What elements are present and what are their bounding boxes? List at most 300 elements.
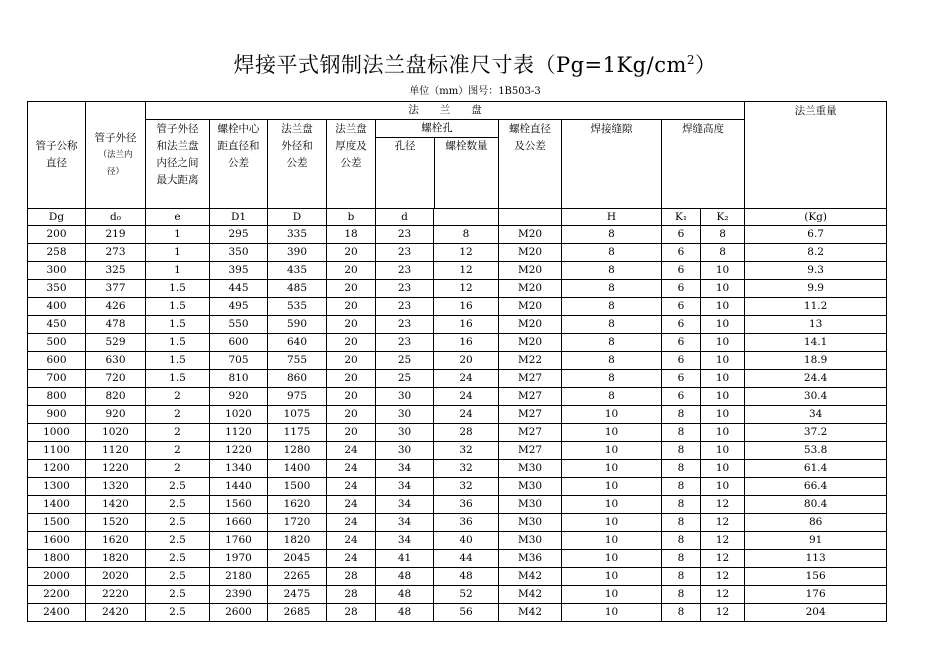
header-weight: 法兰重量	[745, 102, 887, 209]
symbol-cell: Dg	[28, 209, 86, 226]
table-cell: 1	[146, 226, 210, 244]
table-cell: 1.5	[146, 298, 210, 316]
table-cell: 1600	[28, 532, 86, 550]
table-cell: 12	[701, 496, 745, 514]
table-header	[28, 102, 887, 226]
table-cell: 1175	[268, 424, 327, 442]
table-cell: 8	[701, 226, 745, 244]
table-cell: 30	[376, 442, 434, 460]
table-cell: 48	[376, 586, 434, 604]
table-cell: 30	[376, 424, 434, 442]
table-cell: 900	[28, 406, 86, 424]
table-row	[28, 568, 887, 586]
header-bolt-count: 螺栓数量	[445, 140, 488, 152]
table-cell: 10	[562, 568, 662, 586]
table-cell: 2.5	[146, 604, 210, 622]
table-cell: 6	[662, 244, 701, 262]
table-cell: 435	[268, 262, 327, 280]
table-cell: 13	[745, 316, 887, 334]
table-cell: 8	[562, 388, 662, 406]
flange-spec-table	[27, 101, 887, 622]
table-cell: 2265	[268, 568, 327, 586]
table-cell: 820	[86, 388, 146, 406]
table-cell: M20	[499, 262, 562, 280]
table-cell: 8	[562, 334, 662, 352]
table-cell: M30	[499, 514, 562, 532]
table-row	[28, 262, 887, 280]
table-cell: 12	[434, 262, 499, 280]
table-cell: 86	[745, 514, 887, 532]
table-cell: 28	[327, 568, 376, 586]
table-cell: 2600	[210, 604, 268, 622]
table-cell: 28	[327, 586, 376, 604]
page-subtitle: 单位（mm）图号：1B503-3	[409, 86, 541, 97]
table-cell: 41	[376, 550, 434, 568]
symbol-cell: H	[562, 209, 662, 226]
table-cell: M36	[499, 550, 562, 568]
table-cell: 12	[701, 586, 745, 604]
table-cell: 8	[662, 460, 701, 478]
table-cell: 34	[376, 532, 434, 550]
table-cell: 810	[210, 370, 268, 388]
table-cell: 705	[210, 352, 268, 370]
table-cell: 1	[146, 244, 210, 262]
table-cell: 350	[28, 280, 86, 298]
table-cell: 10	[701, 478, 745, 496]
table-cell: 2	[146, 424, 210, 442]
table-cell: 1760	[210, 532, 268, 550]
table-cell: 20	[327, 298, 376, 316]
table-cell: 2390	[210, 586, 268, 604]
header-bolt-size: 螺栓直径 及公差	[499, 120, 562, 209]
header-b: 法兰盘 厚度及 公差	[327, 120, 376, 209]
table-cell: 44	[434, 550, 499, 568]
table-row	[28, 334, 887, 352]
table-cell: 550	[210, 316, 268, 334]
header-weld-height: 焊缝高度	[662, 120, 745, 209]
table-cell: 113	[745, 550, 887, 568]
table-cell: 10	[562, 514, 662, 532]
table-cell: 630	[86, 352, 146, 370]
table-cell: 12	[701, 604, 745, 622]
table-cell: 23	[376, 262, 434, 280]
table-cell: 377	[86, 280, 146, 298]
symbol-cell: d	[376, 209, 434, 226]
table-cell: 1440	[210, 478, 268, 496]
table-cell: 1500	[28, 514, 86, 532]
table-cell: 1100	[28, 442, 86, 460]
table-cell: 500	[28, 334, 86, 352]
symbol-cell	[434, 209, 499, 226]
table-cell: 8	[662, 478, 701, 496]
table-cell: 14.1	[745, 334, 887, 352]
table-cell: 390	[268, 244, 327, 262]
table-cell: 2.5	[146, 568, 210, 586]
table-cell: 1400	[268, 460, 327, 478]
table-cell: M20	[499, 334, 562, 352]
table-cell: 10	[701, 334, 745, 352]
table-cell: 8	[562, 262, 662, 280]
table-cell: 1000	[28, 424, 86, 442]
table-cell: 20	[327, 316, 376, 334]
table-cell: 700	[28, 370, 86, 388]
table-row	[28, 496, 887, 514]
table-cell: 6	[662, 370, 701, 388]
table-cell: 1620	[268, 496, 327, 514]
table-cell: 16	[434, 316, 499, 334]
table-cell: 1.5	[146, 352, 210, 370]
table-row	[28, 298, 887, 316]
table-cell: 2.5	[146, 586, 210, 604]
table-cell: 18.9	[745, 352, 887, 370]
table-cell: 10	[701, 424, 745, 442]
table-cell: 80.4	[745, 496, 887, 514]
table-cell: 6	[662, 334, 701, 352]
table-cell: 34	[376, 460, 434, 478]
header-flange-group: 法 兰 盘	[146, 102, 745, 120]
table-cell: 975	[268, 388, 327, 406]
table-cell: 6.7	[745, 226, 887, 244]
table-cell: 34	[376, 478, 434, 496]
table-cell: 8	[434, 226, 499, 244]
table-cell: 10	[701, 262, 745, 280]
table-cell: 10	[562, 604, 662, 622]
table-cell: 258	[28, 244, 86, 262]
table-row	[28, 388, 887, 406]
table-cell: M30	[499, 460, 562, 478]
table-cell: 30	[376, 388, 434, 406]
symbol-cell: e	[146, 209, 210, 226]
table-cell: 8	[662, 550, 701, 568]
table-cell: 20	[327, 352, 376, 370]
table-cell: 800	[28, 388, 86, 406]
table-row	[28, 478, 887, 496]
table-cell: 426	[86, 298, 146, 316]
table-cell: M30	[499, 496, 562, 514]
table-cell: 1340	[210, 460, 268, 478]
table-cell: 1620	[86, 532, 146, 550]
table-cell: 1280	[268, 442, 327, 460]
table-cell: 2180	[210, 568, 268, 586]
table-cell: 2.5	[146, 496, 210, 514]
table-cell: 10	[562, 442, 662, 460]
table-cell: 920	[210, 388, 268, 406]
table-cell: 6	[662, 352, 701, 370]
table-row	[28, 604, 887, 622]
table-cell: 2	[146, 388, 210, 406]
table-cell: 20	[327, 370, 376, 388]
table-cell: 30.4	[745, 388, 887, 406]
table-row	[28, 460, 887, 478]
table-row	[28, 532, 887, 550]
table-cell: 1020	[86, 424, 146, 442]
table-cell: 23	[376, 280, 434, 298]
table-cell: 6	[662, 280, 701, 298]
table-cell: 36	[434, 496, 499, 514]
table-cell: 529	[86, 334, 146, 352]
table-cell: 8	[562, 370, 662, 388]
table-cell: 6	[662, 262, 701, 280]
table-cell: 2.5	[146, 514, 210, 532]
table-cell: 28	[434, 424, 499, 442]
table-cell: 37.2	[745, 424, 887, 442]
table-cell: 1120	[210, 424, 268, 442]
table-cell: M20	[499, 316, 562, 334]
table-cell: 10	[562, 550, 662, 568]
table-cell: 1.5	[146, 280, 210, 298]
table-cell: 20	[327, 388, 376, 406]
table-cell: 8	[562, 280, 662, 298]
symbol-row	[28, 209, 887, 226]
table-cell: 8	[562, 226, 662, 244]
table-cell: 10	[701, 406, 745, 424]
table-cell: 300	[28, 262, 86, 280]
table-cell: 23	[376, 334, 434, 352]
table-cell: 8	[662, 406, 701, 424]
table-cell: 1220	[210, 442, 268, 460]
table-cell: 485	[268, 280, 327, 298]
table-cell: 23	[376, 298, 434, 316]
symbol-cell: d₀	[86, 209, 146, 226]
symbol-cell: D1	[210, 209, 268, 226]
table-cell: 2200	[28, 586, 86, 604]
header-bolt-hole: 螺栓孔 孔径 螺栓数量	[376, 120, 499, 209]
table-body	[28, 226, 887, 622]
table-cell: 1200	[28, 460, 86, 478]
table-cell: 219	[86, 226, 146, 244]
symbol-cell	[499, 209, 562, 226]
table-cell: 2	[146, 442, 210, 460]
table-cell: M20	[499, 298, 562, 316]
table-cell: 6	[662, 316, 701, 334]
table-cell: 9.9	[745, 280, 887, 298]
table-cell: 1500	[268, 478, 327, 496]
page-title: 焊接平式钢制法兰盘标准尺寸表$(Pg=1Kg/cm^2)$	[233, 53, 717, 77]
table-row	[28, 280, 887, 298]
table-cell: M42	[499, 586, 562, 604]
table-cell: 325	[86, 262, 146, 280]
header-D: 法兰盘 外径和 公差	[268, 120, 327, 209]
table-cell: M27	[499, 424, 562, 442]
table-cell: 12	[434, 244, 499, 262]
table-cell: 10	[562, 586, 662, 604]
table-cell: 720	[86, 370, 146, 388]
table-cell: 24	[327, 442, 376, 460]
table-cell: 61.4	[745, 460, 887, 478]
table-cell: 2685	[268, 604, 327, 622]
table-cell: 1820	[268, 532, 327, 550]
table-cell: 590	[268, 316, 327, 334]
table-cell: 204	[745, 604, 887, 622]
table-cell: 755	[268, 352, 327, 370]
table-row	[28, 352, 887, 370]
table-cell: 10	[562, 424, 662, 442]
table-cell: 350	[210, 244, 268, 262]
table-row	[28, 586, 887, 604]
table-cell: 335	[268, 226, 327, 244]
table-cell: 1.5	[146, 316, 210, 334]
table-cell: 12	[434, 280, 499, 298]
table-cell: 28	[327, 604, 376, 622]
table-cell: 6	[662, 388, 701, 406]
table-row	[28, 550, 887, 568]
table-cell: 10	[701, 460, 745, 478]
table-cell: 48	[376, 604, 434, 622]
table-cell: 12	[701, 514, 745, 532]
table-cell: 1800	[28, 550, 86, 568]
table-cell: 12	[701, 568, 745, 586]
table-row	[28, 244, 887, 262]
table-cell: 200	[28, 226, 86, 244]
table-cell: 2475	[268, 586, 327, 604]
table-cell: 176	[745, 586, 887, 604]
table-cell: 32	[434, 478, 499, 496]
table-cell: 1520	[86, 514, 146, 532]
header-dg: 管子公称 直径	[28, 102, 86, 209]
table-cell: 2.5	[146, 550, 210, 568]
table-cell: 8	[562, 316, 662, 334]
table-cell: 8	[662, 442, 701, 460]
table-cell: 32	[434, 460, 499, 478]
table-cell: 24	[327, 496, 376, 514]
table-cell: 860	[268, 370, 327, 388]
table-row	[28, 316, 887, 334]
table-cell: M27	[499, 442, 562, 460]
table-cell: 478	[86, 316, 146, 334]
table-cell: 8	[701, 244, 745, 262]
table-cell: 2.5	[146, 532, 210, 550]
table-cell: 23	[376, 226, 434, 244]
table-cell: 1420	[86, 496, 146, 514]
table-cell: 2	[146, 460, 210, 478]
table-cell: 8	[562, 244, 662, 262]
table-cell: 395	[210, 262, 268, 280]
table-cell: 1075	[268, 406, 327, 424]
table-cell: 1120	[86, 442, 146, 460]
symbol-cell: K₁	[662, 209, 701, 226]
table-row	[28, 514, 887, 532]
table-cell: M27	[499, 370, 562, 388]
table-row	[28, 442, 887, 460]
table-cell: 1560	[210, 496, 268, 514]
table-cell: 8	[662, 604, 701, 622]
table-cell: 1.5	[146, 334, 210, 352]
table-cell: 56	[434, 604, 499, 622]
table-cell: 34	[376, 496, 434, 514]
table-cell: 10	[562, 496, 662, 514]
table-cell: 10	[562, 406, 662, 424]
symbol-cell: (Kg)	[745, 209, 887, 226]
header-pipe-od: 管子外径 （法兰内 径）	[86, 102, 146, 209]
table-cell: 18	[327, 226, 376, 244]
table-cell: 48	[434, 568, 499, 586]
table-cell: 2045	[268, 550, 327, 568]
table-cell: 16	[434, 298, 499, 316]
table-cell: M42	[499, 568, 562, 586]
table-cell: 24	[327, 514, 376, 532]
table-cell: M42	[499, 604, 562, 622]
table-cell: M27	[499, 388, 562, 406]
table-cell: 8.2	[745, 244, 887, 262]
table-cell: 8	[662, 532, 701, 550]
table-cell: M30	[499, 478, 562, 496]
table-cell: 2000	[28, 568, 86, 586]
table-row	[28, 424, 887, 442]
header-hole-dia: 孔径	[376, 138, 435, 208]
table-cell: 20	[434, 352, 499, 370]
table-cell: M30	[499, 532, 562, 550]
table-cell: 10	[701, 316, 745, 334]
table-cell: 8	[562, 298, 662, 316]
table-cell: 2020	[86, 568, 146, 586]
table-row	[28, 370, 887, 388]
table-cell: 400	[28, 298, 86, 316]
table-cell: 1300	[28, 478, 86, 496]
table-cell: 6	[662, 298, 701, 316]
table-cell: 8	[662, 586, 701, 604]
table-cell: 10	[701, 352, 745, 370]
symbol-cell: b	[327, 209, 376, 226]
table-cell: 1220	[86, 460, 146, 478]
table-cell: 1820	[86, 550, 146, 568]
table-cell: 920	[86, 406, 146, 424]
table-cell: 10	[701, 370, 745, 388]
table-cell: 24	[434, 406, 499, 424]
table-cell: 24	[327, 550, 376, 568]
table-cell: 52	[434, 586, 499, 604]
table-cell: 32	[434, 442, 499, 460]
table-cell: M20	[499, 244, 562, 262]
table-cell: 34	[376, 514, 434, 532]
table-cell: 40	[434, 532, 499, 550]
table-cell: 640	[268, 334, 327, 352]
table-cell: 600	[210, 334, 268, 352]
table-cell: 495	[210, 298, 268, 316]
table-cell: 25	[376, 370, 434, 388]
table-cell: 8	[662, 568, 701, 586]
table-cell: 8	[662, 496, 701, 514]
table-cell: 1720	[268, 514, 327, 532]
table-cell: 1.5	[146, 370, 210, 388]
table-cell: 10	[701, 388, 745, 406]
table-cell: 30	[376, 406, 434, 424]
table-cell: 91	[745, 532, 887, 550]
table-cell: 20	[327, 244, 376, 262]
table-cell: 16	[434, 334, 499, 352]
table-cell: M27	[499, 406, 562, 424]
table-cell: 6	[662, 226, 701, 244]
symbol-cell: K₂	[701, 209, 745, 226]
table-cell: 24	[327, 478, 376, 496]
table-cell: 156	[745, 568, 887, 586]
table-cell: 12	[701, 550, 745, 568]
table-cell: 20	[327, 424, 376, 442]
table-cell: 450	[28, 316, 86, 334]
table-cell: 10	[701, 442, 745, 460]
table-row	[28, 226, 887, 244]
table-cell: 1970	[210, 550, 268, 568]
table-cell: M20	[499, 280, 562, 298]
symbol-cell: D	[268, 209, 327, 226]
table-cell: 273	[86, 244, 146, 262]
table-cell: 20	[327, 334, 376, 352]
table-cell: 1400	[28, 496, 86, 514]
table-row	[28, 406, 887, 424]
table-cell: 535	[268, 298, 327, 316]
table-cell: 2	[146, 406, 210, 424]
table-cell: 2.5	[146, 478, 210, 496]
table-cell: 2420	[86, 604, 146, 622]
